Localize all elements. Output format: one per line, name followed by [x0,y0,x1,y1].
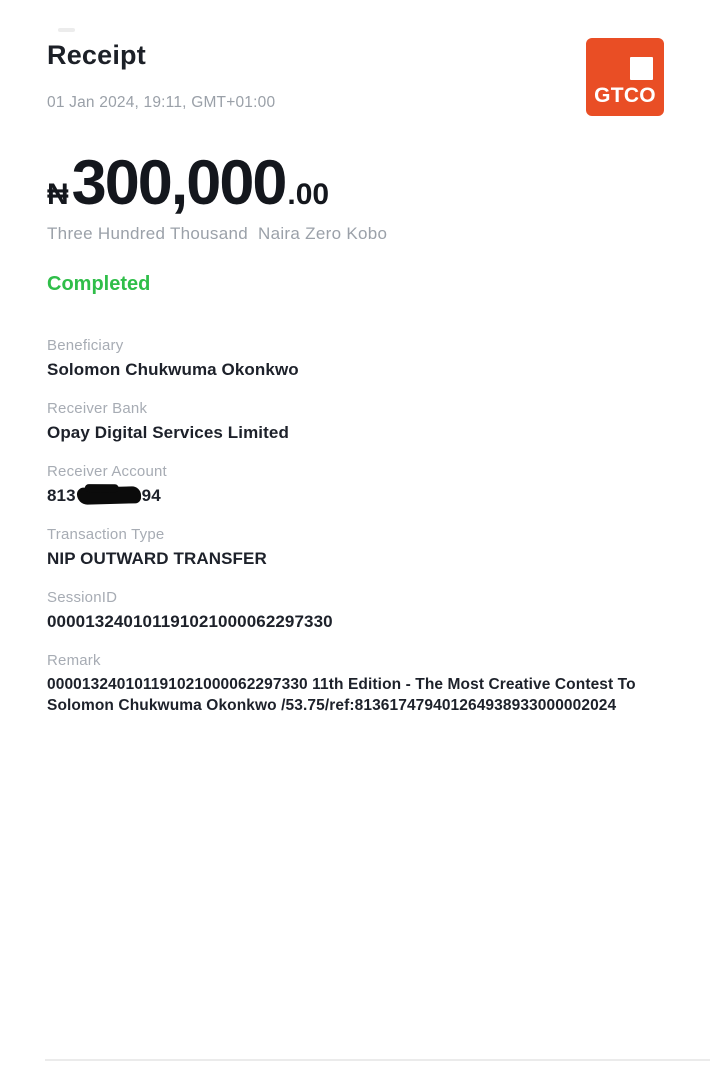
field-label: Transaction Type [47,526,165,543]
field-value: 000013240101191021000062297330 11th Edition - The Most Creative Contest To Solomon Chukwuma Okonkwo /53.75/ref:813617479401264938933000002024 [47,676,636,714]
receipt-header [47,40,706,116]
field-label: Beneficiary [47,337,124,354]
field-value: Solomon Chukwuma Okonkwo [47,360,299,379]
gtco-logo-square-icon [630,57,653,80]
gtco-logo-text: GTCO [594,84,656,107]
field-value: Opay Digital Services Limited [47,423,289,442]
field-label: Receiver Bank [47,400,148,417]
field-value: NIP OUTWARD TRANSFER [47,549,267,568]
transaction-datetime: 01 Jan 2024, 19:11, GMT+01:00 [47,94,276,111]
amount-decimals: .00 [287,178,330,211]
field-session-id [47,589,706,632]
field-list [47,337,706,716]
field-receiver-account [47,463,706,506]
field-label: SessionID [47,589,118,606]
field-label: Receiver Account [47,463,167,480]
status-badge: Completed [47,273,151,295]
header-text-block [47,40,275,112]
field-transaction-type [47,526,706,569]
redaction-scribble [76,486,140,505]
gtco-logo [586,38,664,116]
naira-currency-symbol: ₦ [47,178,69,211]
page-title: Receipt [47,40,146,70]
field-receiver-bank [47,400,706,443]
field-value [47,486,706,506]
amount-in-words: Three Hundred Thousand Naira Zero Kobo [47,224,388,243]
account-suffix: 94 [141,486,161,505]
bottom-divider [45,1059,710,1061]
field-label: Remark [47,652,101,669]
scan-smudge [58,28,75,32]
field-remark [47,652,706,716]
field-beneficiary [47,337,706,380]
amount [47,148,706,218]
amount-value: 300,000 [71,148,286,218]
account-prefix: 813 [47,486,76,505]
field-value: 000013240101191021000062297330 [47,612,333,631]
